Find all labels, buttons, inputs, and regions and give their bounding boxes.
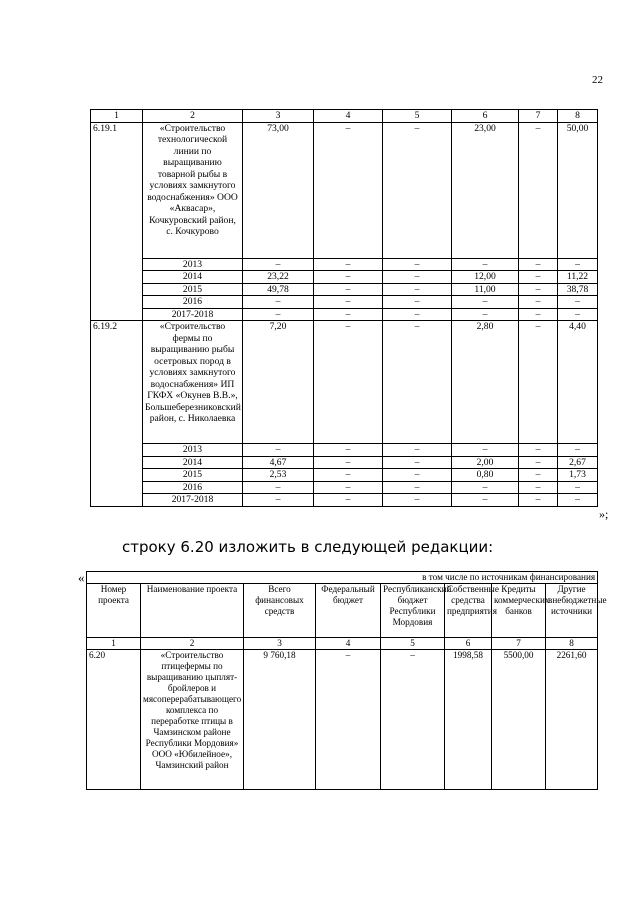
year-label: 2014 — [143, 456, 243, 469]
value-cell: – — [452, 444, 519, 457]
col-number: 2 — [141, 638, 244, 650]
col-header: Номер проекта — [87, 584, 141, 638]
project-6-20-table — [86, 571, 607, 790]
value-cell: 73,00 — [243, 122, 314, 258]
col-number: 7 — [492, 638, 546, 650]
year-label: 2017-2018 — [143, 494, 243, 507]
value-cell: – — [314, 271, 383, 284]
value-cell: 2,67 — [558, 456, 598, 469]
value-cell: – — [383, 456, 452, 469]
value-cell: – — [316, 650, 381, 790]
value-cell: – — [383, 271, 452, 284]
value-cell: – — [558, 481, 598, 494]
year-row — [91, 444, 598, 457]
value-cell: 5500,00 — [492, 650, 546, 790]
year-label: 2016 — [143, 481, 243, 494]
col-header: Федеральный бюджет — [316, 584, 381, 638]
value-cell: – — [314, 308, 383, 321]
project-name: «Строительство технологической линии по выращиванию товарной рыбы в условиях замкнутого водоснабжения» ООО «Аквасар», Кочкуровский район, с. Кочкурово — [143, 122, 243, 258]
value-cell: 1998,58 — [445, 650, 492, 790]
value-cell: 38,78 — [558, 283, 598, 296]
value-cell: 4,40 — [558, 321, 598, 444]
value-cell: – — [314, 494, 383, 507]
col-number: 4 — [316, 638, 381, 650]
value-cell: 12,00 — [452, 271, 519, 284]
instruction-text: строку 6.20 изложить в следующей редакции: — [122, 538, 494, 556]
value-cell: – — [519, 456, 558, 469]
value-cell: 49,78 — [243, 283, 314, 296]
year-row — [91, 456, 598, 469]
value-cell: – — [383, 296, 452, 309]
col-header: Республиканский бюджет Республики Мордовия — [381, 584, 445, 638]
value-cell: – — [243, 258, 314, 271]
col-number: 6 — [452, 110, 519, 123]
project-number: 6.19.1 — [91, 122, 143, 321]
col-number: 4 — [314, 110, 383, 123]
year-row — [91, 296, 598, 309]
year-row — [91, 469, 598, 482]
value-cell: – — [243, 494, 314, 507]
value-cell: – — [519, 469, 558, 482]
col-number: 8 — [558, 110, 598, 123]
year-label: 2017-2018 — [143, 308, 243, 321]
value-cell: 7,20 — [243, 321, 314, 444]
value-cell: – — [519, 122, 558, 258]
value-cell: 11,00 — [452, 283, 519, 296]
year-row — [91, 481, 598, 494]
value-cell: 4,67 — [243, 456, 314, 469]
year-row — [91, 494, 598, 507]
project-name: «Строительство фермы по выращиванию рыбы осетровых пород в условиях замкнутого водоснабжения» ИП ГКФХ «Окунев В.В.», Большеберезниковский район, с. Николаевка — [143, 321, 243, 444]
value-cell: – — [452, 308, 519, 321]
value-cell: – — [519, 481, 558, 494]
value-cell: – — [314, 321, 383, 444]
value-cell: – — [243, 481, 314, 494]
value-cell: – — [519, 258, 558, 271]
value-cell: 2,00 — [452, 456, 519, 469]
value-cell: – — [314, 481, 383, 494]
col-number: 3 — [243, 110, 314, 123]
value-cell: 2,80 — [452, 321, 519, 444]
value-cell: – — [314, 469, 383, 482]
value-cell: – — [243, 296, 314, 309]
value-cell: – — [383, 122, 452, 258]
value-cell: 11,22 — [558, 271, 598, 284]
value-cell: – — [558, 308, 598, 321]
value-cell: – — [314, 258, 383, 271]
year-label: 2014 — [143, 271, 243, 284]
value-cell: 1,73 — [558, 469, 598, 482]
value-cell: – — [519, 321, 558, 444]
year-label: 2013 — [143, 258, 243, 271]
value-cell: – — [519, 271, 558, 284]
closing-quote: »; — [599, 507, 609, 521]
col-number: 8 — [546, 638, 598, 650]
value-cell: – — [381, 650, 445, 790]
value-cell: – — [383, 321, 452, 444]
value-cell: – — [519, 308, 558, 321]
year-row — [91, 258, 598, 271]
value-cell: – — [314, 283, 383, 296]
value-cell: – — [452, 494, 519, 507]
project-number: 6.20 — [87, 650, 141, 790]
value-cell: – — [558, 258, 598, 271]
project-row — [91, 321, 598, 444]
value-cell: – — [243, 308, 314, 321]
value-cell: – — [314, 456, 383, 469]
col-header: Всего финансовых средств — [244, 584, 316, 638]
value-cell: – — [383, 469, 452, 482]
value-cell: 2,53 — [243, 469, 314, 482]
opening-quote: « — [78, 570, 85, 585]
value-cell: – — [383, 444, 452, 457]
year-label: 2013 — [143, 444, 243, 457]
year-row — [91, 283, 598, 296]
project-row — [91, 122, 598, 258]
value-cell: – — [314, 444, 383, 457]
year-row — [91, 308, 598, 321]
value-cell: – — [452, 258, 519, 271]
value-cell: – — [314, 122, 383, 258]
col-header: Собственные средства предприятия — [445, 584, 492, 638]
col-header: Другие внебюджетные источники — [546, 584, 598, 638]
col-number: 1 — [87, 638, 141, 650]
year-row — [91, 271, 598, 284]
value-cell: – — [314, 296, 383, 309]
col-header: Кредиты коммерческих банков — [492, 584, 546, 638]
value-cell: – — [383, 308, 452, 321]
value-cell: – — [519, 283, 558, 296]
value-cell: – — [383, 494, 452, 507]
col-number: 6 — [445, 638, 492, 650]
value-cell: 50,00 — [558, 122, 598, 258]
page-number: 22 — [592, 74, 603, 86]
value-cell: 0,80 — [452, 469, 519, 482]
value-cell: – — [519, 444, 558, 457]
value-cell: – — [519, 296, 558, 309]
value-cell: 23,00 — [452, 122, 519, 258]
value-cell: – — [383, 283, 452, 296]
col-number: 3 — [244, 638, 316, 650]
value-cell: – — [383, 481, 452, 494]
col-number: 1 — [91, 110, 143, 123]
value-cell: – — [383, 258, 452, 271]
col-number: 7 — [519, 110, 558, 123]
funding-sources-header: в том числе по источникам финансирования — [87, 572, 598, 584]
col-number: 5 — [381, 638, 445, 650]
value-cell: – — [452, 481, 519, 494]
year-label: 2015 — [143, 283, 243, 296]
col-number: 5 — [383, 110, 452, 123]
value-cell: 23,22 — [243, 271, 314, 284]
value-cell: – — [452, 296, 519, 309]
value-cell: – — [558, 444, 598, 457]
value-cell: – — [243, 444, 314, 457]
year-label: 2016 — [143, 296, 243, 309]
value-cell: – — [558, 494, 598, 507]
value-cell: 2261,60 — [546, 650, 598, 790]
project-number: 6.19.2 — [91, 321, 143, 507]
value-cell: 9 760,18 — [244, 650, 316, 790]
financing-table-continued — [90, 109, 598, 507]
project-name: «Строительство птицефермы по выращиванию цыплят-бройлеров и мясоперерабатывающего комплекса по переработке птицы в Чамзинском районе Республики Мордовия» ООО «Юбилейное», Чамзинский район — [141, 650, 244, 790]
value-cell: – — [519, 494, 558, 507]
value-cell: – — [558, 296, 598, 309]
col-header: Наименование проекта — [141, 584, 244, 638]
year-label: 2015 — [143, 469, 243, 482]
col-number: 2 — [143, 110, 243, 123]
